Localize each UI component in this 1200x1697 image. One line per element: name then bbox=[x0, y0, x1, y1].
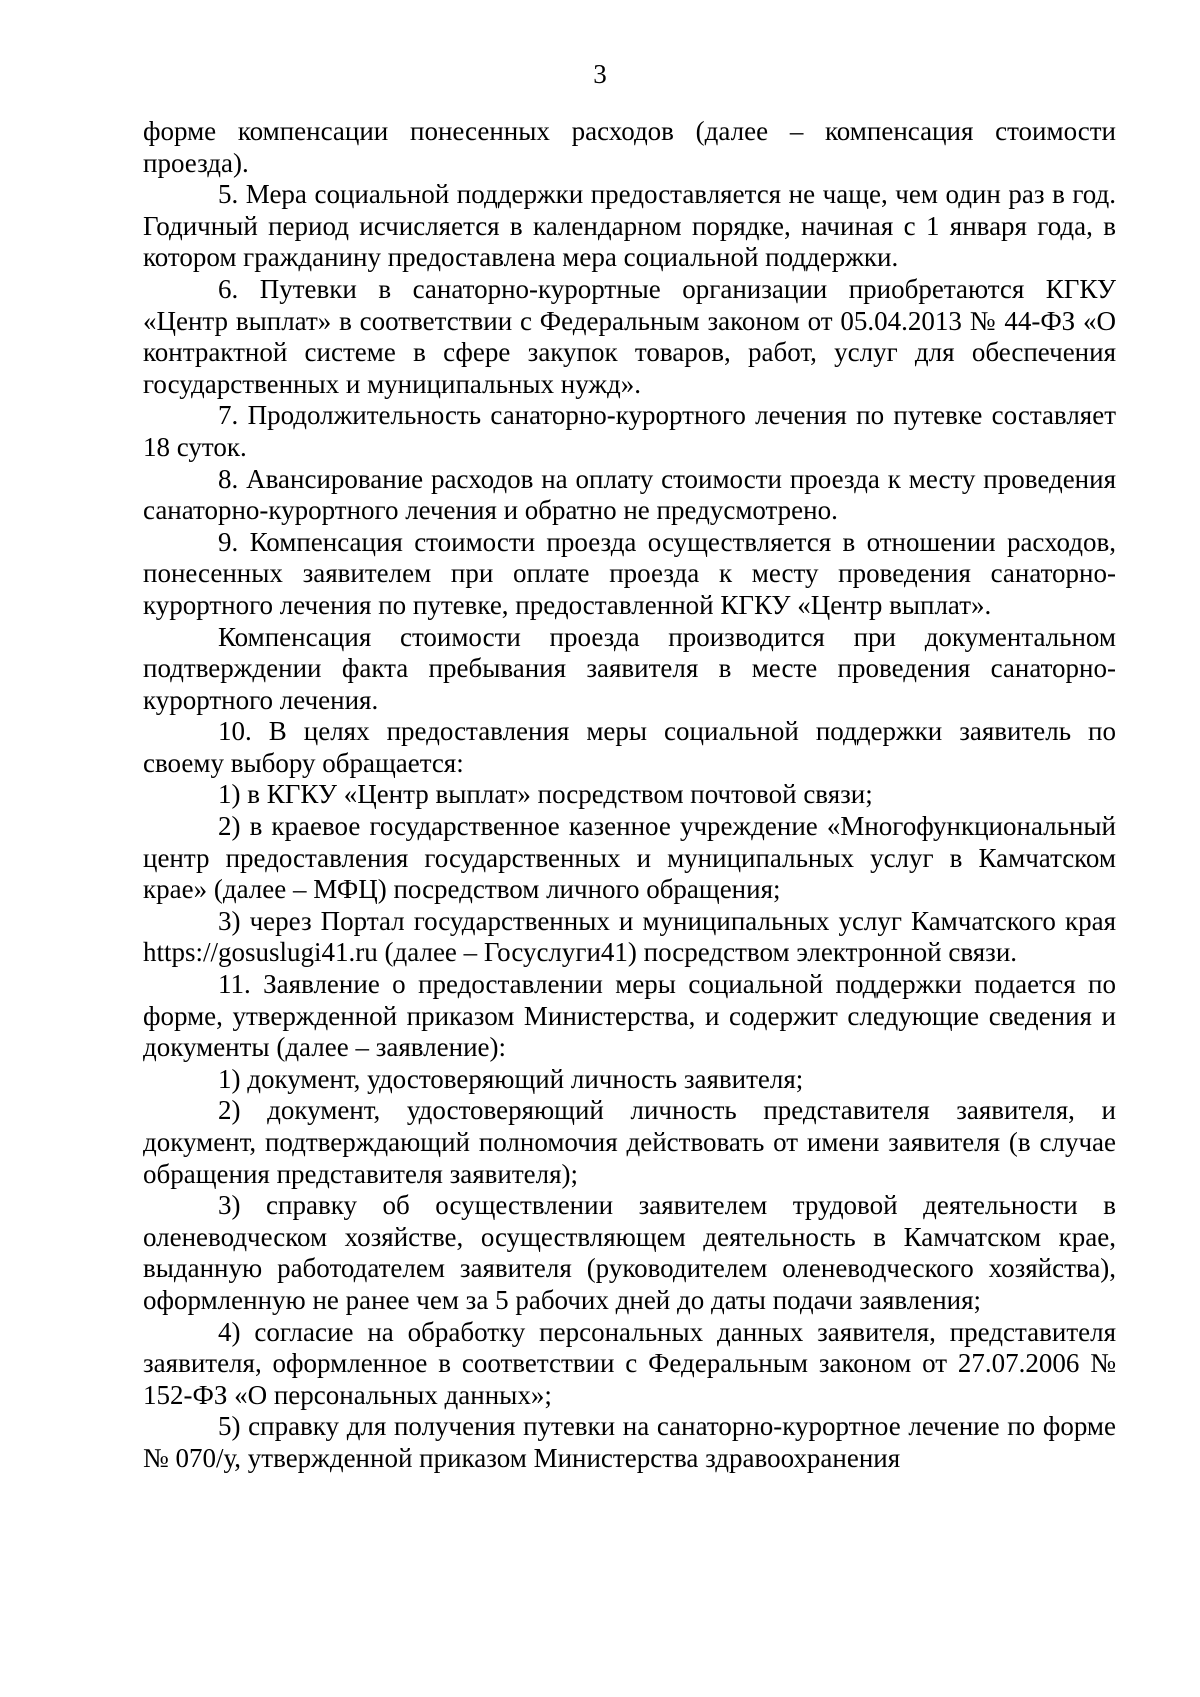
paragraph-item-8: 8. Авансирование расходов на оплату стоимости проезда к месту проведения санаторно-курортного лечения и обратно не предусмотрено. bbox=[143, 463, 1116, 526]
paragraph-item-9-compensation: Компенсация стоимости проезда производится при документальном подтверждении факта пребывания заявителя в месте проведения санаторно-курортного лечения. bbox=[143, 621, 1116, 715]
paragraph-item-11-1: 1) документ, удостоверяющий личность заявителя; bbox=[218, 1063, 804, 1094]
paragraph-item-6: 6. Путевки в санаторно-курортные организации приобретаются КГКУ «Центр выплат» в соответствии с Федеральным законом от 05.04.2013 № 44-ФЗ «О контрактной системе в сфере закупок товаров, работ, услуг для обеспечения государственных и муниципальных нужд». bbox=[143, 273, 1116, 399]
paragraph-item-10-1: 1) в КГКУ «Центр выплат» посредством почтовой связи; bbox=[218, 779, 873, 810]
paragraph-item-7: 7. Продолжительность санаторно-курортного лечения по путевке составляет 18 суток. bbox=[143, 400, 1116, 462]
paragraph-continuation: форме компенсации понесенных расходов (далее – компенсация стоимости проезда). bbox=[143, 116, 1116, 178]
paragraph-item-11-5: 5) справку для получения путевки на санаторно-курортное лечение по форме № 070/у, утвержденной приказом Министерства здравоохранения bbox=[143, 1411, 1116, 1473]
page-number: 3 bbox=[593, 59, 607, 89]
paragraph-item-11-2: 2) документ, удостоверяющий личность представителя заявителя, и документ, подтверждающий полномочия действовать от имени заявителя (в случае обращения представителя заявителя); bbox=[143, 1095, 1116, 1189]
paragraph-item-11: 11. Заявление о предоставлении меры социальной поддержки подается по форме, утвержденной приказом Министерства, и содержит следующие сведения и документы (далее – заявление): bbox=[143, 969, 1116, 1063]
paragraph-item-10: 10. В целях предоставления меры социальной поддержки заявитель по своему выбору обращается: bbox=[143, 716, 1116, 778]
document-body bbox=[143, 116, 1116, 1475]
paragraph-item-9: 9. Компенсация стоимости проезда осуществляется в отношении расходов, понесенных заявителем при оплате проезда к месту проведения санаторно-курортного лечения по путевке, предоставленной КГКУ «Центр выплат». bbox=[143, 526, 1116, 620]
paragraph-item-5: 5. Мера социальной поддержки предоставляется не чаще, чем один раз в год. Годичный период исчисляется в календарном порядке, начиная с 1 января года, в котором гражданину предоставлена мера социальной поддержки. bbox=[143, 179, 1116, 273]
paragraph-item-10-3: 3) через Портал государственных и муниципальных услуг Камчатского края https://gosuslugi41.ru (далее – Госуслуги41) посредством электронной связи. bbox=[143, 905, 1116, 968]
paragraph-item-10-2: 2) в краевое государственное казенное учреждение «Многофункциональный центр предоставления государственных и муниципальных услуг в Камчатском крае» (далее – МФЦ) посредством личного обращения; bbox=[143, 811, 1116, 905]
paragraph-item-11-3: 3) справку об осуществлении заявителем трудовой деятельности в оленеводческом хозяйстве, осуществляющем деятельность в Камчатском крае, выданную работодателем заявителя (руководителем оленеводческого хозяйства), оформленную не ранее чем за 5 рабочих дней до даты подачи заявления; bbox=[143, 1190, 1116, 1315]
paragraph-item-11-4: 4) согласие на обработку персональных данных заявителя, представителя заявителя, оформленное в соответствии с Федеральным законом от 27.07.2006 № 152-ФЗ «О персональных данных»; bbox=[143, 1316, 1116, 1410]
